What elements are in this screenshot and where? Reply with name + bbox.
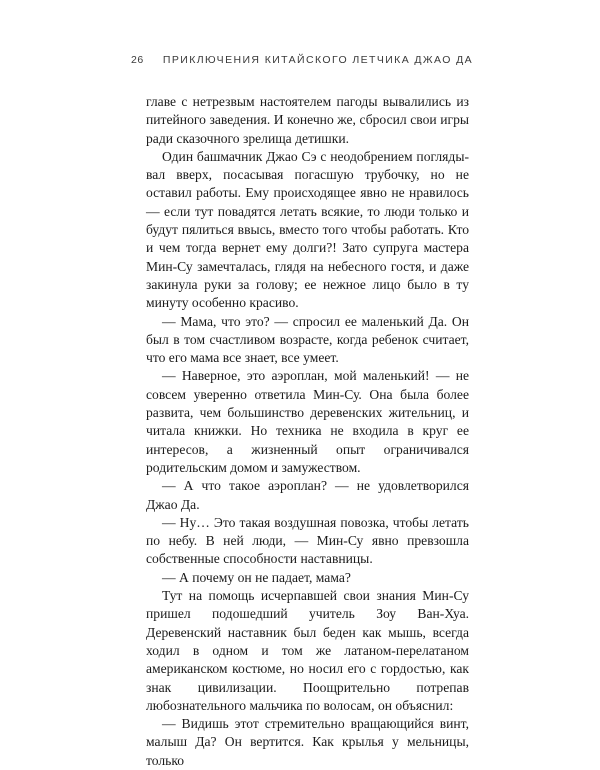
body-text (146, 93, 469, 770)
paragraph: главе с нетрезвым настоятелем пагоды вывалились из питейного заведения. И конечно же, сбросил свои игры ради сказочного зрелища детишки. (146, 94, 469, 146)
paragraph: — Мама, что это? — спросил ее маленький Да. Он был в том счастливом возрасте, когда ребенок считает, что его мама все знает, все умеет. (146, 313, 469, 366)
paragraph: Тут на помощь исчерпавшей свои знания Мин-Су пришел подошедший учитель Зоу Ван-Хуа. Деревенский наставник был беден как мышь, всегда ходил в одном и том же латаном-перелатаном американском костюме, но носил его с гордостью, как знак цивилизации. Поощрительно потрепав любознательного мальчика по волосам, он объяснил: (146, 588, 469, 713)
paragraph: Один башмачник Джао Сэ с неодобрением поглядывал вверх, посасывая погасшую трубочку, но не оставил работы. Ему происходящее явно не нравилось — если тут повадятся летать всякие, то люди только и будут пялиться ввысь, вместо того чтобы работать. Кто и чем тогда вернет ему долги?! Зато супруга мастера Мин-Су замечталась, глядя на небесного гостя, и даже закинула руки за голову; ее нежное лицо было в ту минуту особенно красиво. (146, 148, 469, 311)
paragraph: — Ну… Это такая воздушная повозка, чтобы летать по небу. В ней люди, — Мин-Су явно превзошла собственные способности наставницы. (146, 514, 469, 567)
page-number: 26 (131, 54, 144, 66)
paragraph: — А почему он не падает, мама? (162, 569, 351, 585)
running-title: ПРИКЛЮЧЕНИЯ КИТАЙСКОГО ЛЕТЧИКА ДЖАО ДА (162, 54, 473, 66)
running-head (131, 54, 473, 70)
paragraph: — Наверное, это аэроплан, мой маленький! — не совсем уверенно ответила Мин-Су. Она была более развита, чем большинство деревенских жительниц, и читала книжки. Но техника не входила в круг ее интересов, а жизненный опыт ограничивался родительским домом и замужеством. (146, 368, 469, 475)
paragraph: — Видишь этот стремительно вращающийся винт, малыш Да? Он вертится. Как крылья у мельницы, только (146, 716, 469, 768)
paragraph: — А что такое аэроплан? — не удовлетворился Джао Да. (146, 478, 469, 512)
